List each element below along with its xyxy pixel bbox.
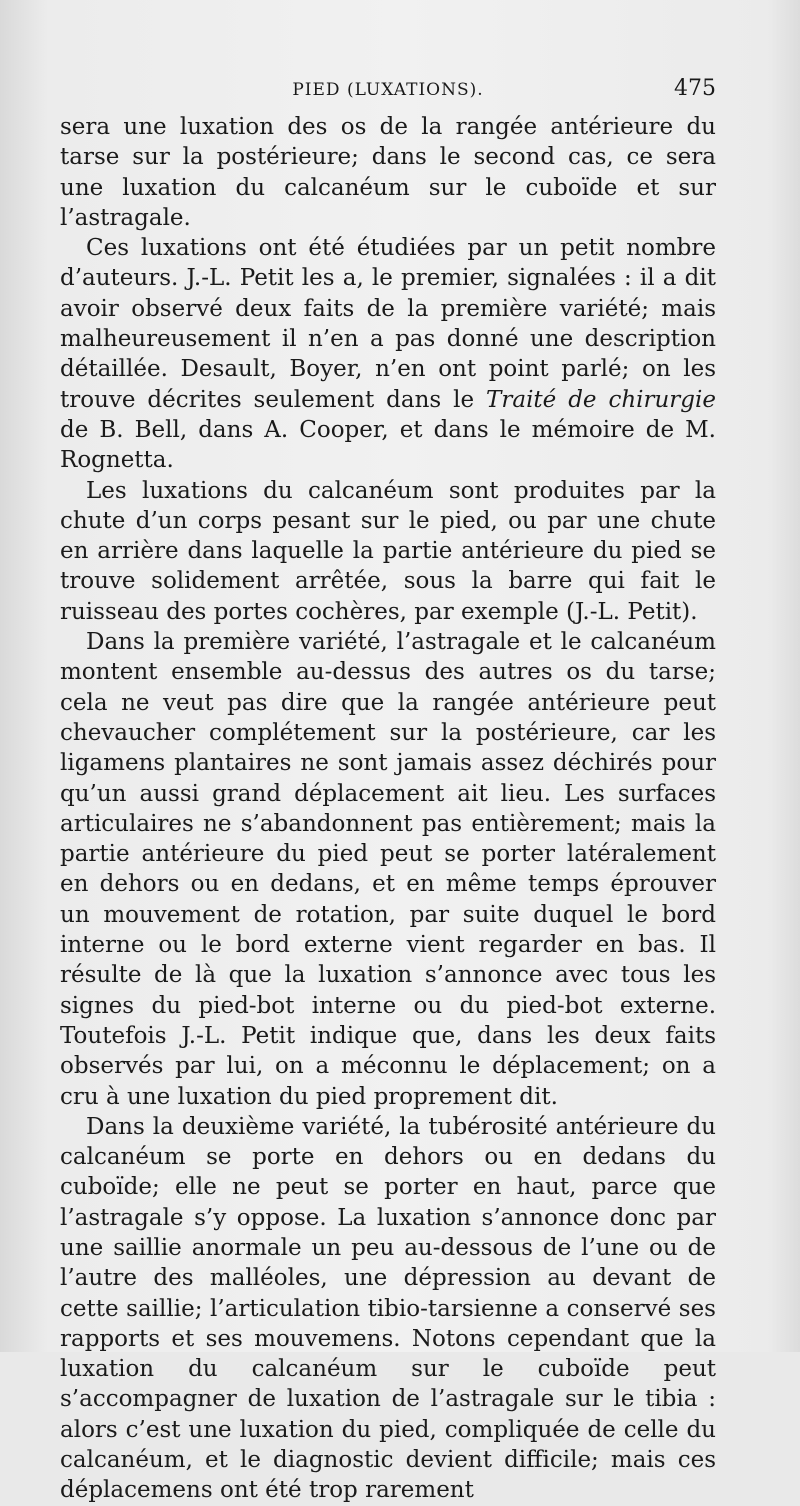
paragraph-3: Les luxations du calcanéum sont produites par la chute d’un corps pesant sur le pied, ou par une chute en arrière dans laquelle la partie antérieure du pied se trouve solidement arrêtée, sous la barre qui fait le ruisseau des portes cochères, par exemple (J.-L. Petit). [60, 477, 716, 625]
paragraph-2 [60, 233, 716, 475]
page-number: 475 [674, 76, 716, 101]
paragraph-5: Dans la deuxième variété, la tubérosité antérieure du calcanéum se porte en dehors ou en dedans du cuboïde; elle ne peut se porter en haut, parce que l’astragale s’y oppose. La luxation s’annonce donc par une saillie anormale un peu au-dessous de l’une ou de l’autre des malléoles, une dépression au devant de cette saillie; l’articulation tibio-tarsienne a conservé ses rapports et ses mouvemens. Notons cependant que la luxation du calcanéum sur le cuboïde peut s’accompagner de luxation de l’astragale sur le tibia : alors c’est une luxation du pied, compliquée de celle du calcanéum, et le diagnostic devient difficile; mais ces déplacemens ont été trop rarement [60, 1113, 716, 1504]
body-text [60, 112, 716, 1506]
paragraph-1: sera une luxation des os de la rangée antérieure du tarse sur la postérieure; dans le second cas, ce sera une luxation du calcanéum sur le cuboïde et sur l’astragale. [60, 114, 716, 231]
paragraph-4: Dans la première variété, l’astragale et le calcanéum montent ensemble au-dessus des autres os du tarse; cela ne veut pas dire que la rangée antérieure peut chevaucher complétement sur la postérieure, car les ligamens plantaires ne sont jamais assez déchirés pour qu’un aussi grand déplacement ait lieu. Les surfaces articulaires ne s’abandonnent pas entièrement; mais la partie antérieure du pied peut se porter latéralement en dehors ou en dedans, et en même temps éprouver un mouvement de rotation, par suite duquel le bord interne ou le bord externe vient regarder en bas. Il résulte de là que la luxation s’annonce avec tous les signes du pied-bot interne ou du pied-bot externe. Toutefois J.-L. Petit indique que, dans les deux faits observés par lui, on a méconnu le déplacement; on a cru à une luxation du pied proprement dit. [60, 629, 716, 1110]
page-header [60, 74, 716, 106]
running-title: PIED (LUXATIONS). [292, 80, 484, 100]
paragraph-2-text-start: Ces luxations ont été étudiées par un petit nombre d’auteurs. J.-L. Petit les a, le premier, signalées : il a dit avoir observé deux faits de la première variété; mais malheureusement il n’en a pas donné une description détaillée. Desault, Boyer, n’en ont point parlé; on les trouve décrites seulement dans le [60, 235, 716, 413]
paragraph-2-text-end: de B. Bell, dans A. Cooper, et dans le mémoire de M. Rognetta. [60, 416, 716, 474]
book-title-italic: Traité de chirurgie [486, 386, 716, 413]
